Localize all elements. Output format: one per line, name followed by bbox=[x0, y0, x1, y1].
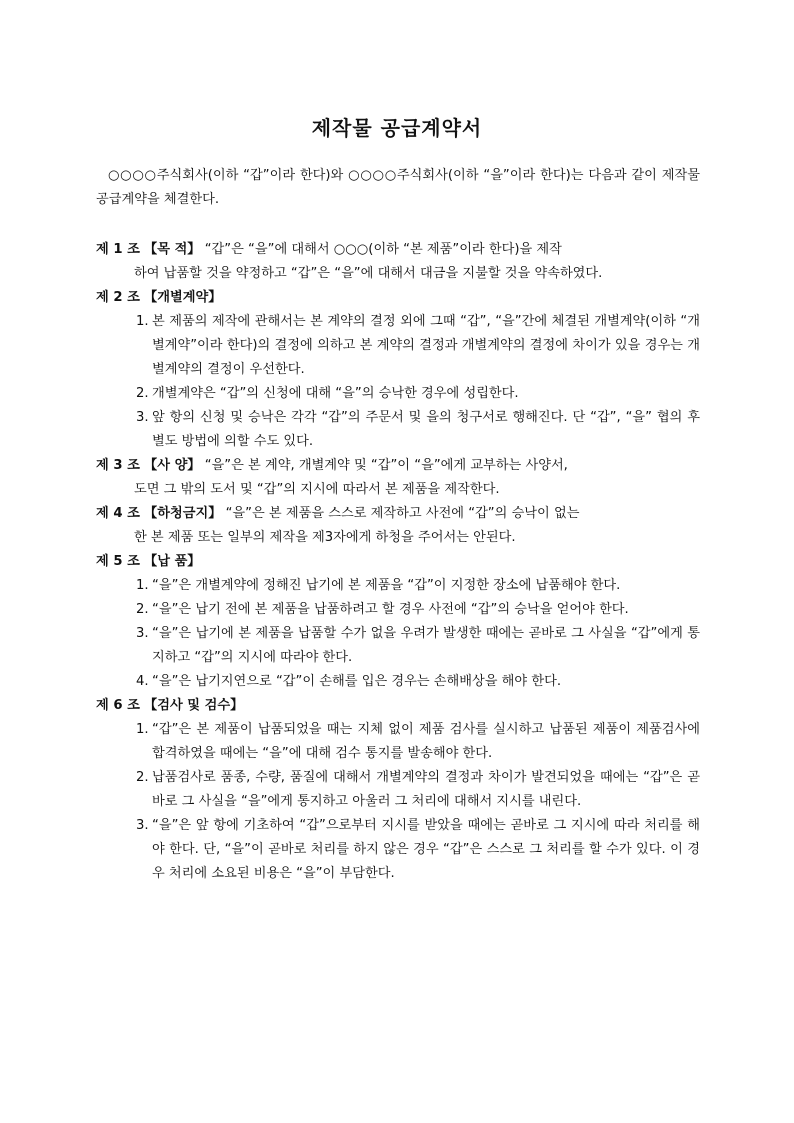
item-text: 본 제품의 제작에 관해서는 본 계약의 결정 외에 그때 “갑”, “을”간에 체결된 개별계약(이하 “개별계약”이라 한다)의 결정에 의하고 본 계약의 결정과 개별계약의 결정에 차이가 있을 경우는 개별계약의 결정이 우선한다. bbox=[152, 314, 700, 377]
article-1 bbox=[96, 238, 700, 286]
article-6-item-3 bbox=[96, 814, 700, 886]
article-5-number: 제 5 조 bbox=[96, 554, 140, 569]
article-3 bbox=[96, 454, 700, 502]
article-3-head-text: “을”은 본 계약, 개별계약 및 “갑”이 “을”에게 교부하는 사양서, bbox=[204, 458, 568, 473]
item-text: “을”은 앞 항에 기초하여 “갑”으로부터 지시를 받았을 때에는 곧바로 그 지시에 따라 처리를 해야 한다. 단, “을”이 곧바로 처리를 하지 않은 경우 “갑”은 스스로 그 처리를 할 수가 있다. 이 경우 처리에 소요된 비용은 “을”이 부담한다. bbox=[152, 818, 700, 881]
article-1-head-text: “갑”은 “을”에 대해서 ○○○(이하 “본 제품”이라 한다)을 제작 bbox=[204, 242, 562, 257]
article-6-number: 제 6 조 bbox=[96, 698, 140, 713]
article-2-item-3 bbox=[96, 406, 700, 454]
article-5-item-2 bbox=[96, 598, 700, 622]
item-number: 2. bbox=[136, 770, 149, 785]
article-4-continuation: 한 본 제품 또는 일부의 제작을 제3자에게 하청을 주어서는 안된다. bbox=[134, 530, 516, 545]
item-number: 3. bbox=[136, 818, 149, 833]
article-1-head bbox=[96, 238, 700, 262]
document-title: 제작물 공급계약서 bbox=[311, 116, 483, 140]
article-2-head bbox=[96, 286, 700, 310]
article-5-item-3 bbox=[96, 622, 700, 670]
item-text: 납품검사로 품종, 수량, 품질에 대해서 개별계약의 결정과 차이가 발견되었을 때에는 “갑”은 곧바로 그 사실을 “을”에게 통지하고 아울러 그 처리에 대해서 지시를 내린다. bbox=[152, 770, 700, 809]
item-text: 개별계약은 “갑”의 신청에 대해 “을”의 승낙한 경우에 성립한다. bbox=[152, 386, 519, 401]
article-2-title: 【개별계약】 bbox=[144, 290, 222, 305]
article-4-head bbox=[96, 502, 700, 526]
article-4 bbox=[96, 502, 700, 550]
item-text: “을”은 개별계약에 정해진 납기에 본 제품을 “갑”이 지정한 장소에 납품해야 한다. bbox=[152, 578, 621, 593]
article-2-item-1 bbox=[96, 310, 700, 382]
article-1-number: 제 1 조 bbox=[96, 242, 140, 257]
item-number: 2. bbox=[136, 602, 149, 617]
item-number: 3. bbox=[136, 626, 149, 641]
item-number: 4. bbox=[136, 674, 149, 689]
contract-body bbox=[96, 238, 700, 886]
article-2 bbox=[96, 286, 700, 454]
article-3-continuation: 도면 그 밖의 도서 및 “갑”의 지시에 따라서 본 제품을 제작한다. bbox=[134, 482, 500, 497]
article-6-head bbox=[96, 694, 700, 718]
article-5-head bbox=[96, 550, 700, 574]
article-2-number: 제 2 조 bbox=[96, 290, 140, 305]
article-6 bbox=[96, 694, 700, 886]
article-2-item-2 bbox=[96, 382, 700, 406]
item-number: 3. bbox=[136, 410, 149, 425]
article-5-item-1 bbox=[96, 574, 700, 598]
item-number: 1. bbox=[136, 722, 149, 737]
article-4-number: 제 4 조 bbox=[96, 506, 140, 521]
item-text: 앞 항의 신청 및 승낙은 각각 “갑”의 주문서 및 을의 청구서로 행해진다. 단 “갑”, “을” 협의 후 별도 방법에 의할 수도 있다. bbox=[152, 410, 700, 449]
article-6-item-1 bbox=[96, 718, 700, 766]
article-6-title: 【검사 및 검수】 bbox=[144, 698, 244, 713]
article-6-item-2 bbox=[96, 766, 700, 814]
item-number: 1. bbox=[136, 578, 149, 593]
article-5 bbox=[96, 550, 700, 694]
intro-paragraph: ○○○○주식회사(이하 “갑”이라 한다)와 ○○○○주식회사(이하 “을”이라 한다)는 다음과 같이 제작물공급계약을 체결한다. bbox=[96, 168, 700, 207]
article-3-title: 【사 양】 bbox=[144, 458, 201, 473]
article-5-item-4 bbox=[96, 670, 700, 694]
item-text: “을”은 납기에 본 제품을 납품할 수가 없을 우려가 발생한 때에는 곧바로 그 사실을 “갑”에게 통지하고 “갑”의 지시에 따라야 한다. bbox=[152, 626, 700, 665]
article-3-head bbox=[96, 454, 700, 478]
article-1-title: 【목 적】 bbox=[144, 242, 201, 257]
article-4-head-text: “을”은 본 제품을 스스로 제작하고 사전에 “갑”의 승낙이 없는 bbox=[225, 506, 580, 521]
article-1-continuation: 하여 납품할 것을 약정하고 “갑”은 “을”에 대해서 대금을 지불할 것을 약속하였다. bbox=[134, 266, 603, 281]
article-3-number: 제 3 조 bbox=[96, 458, 140, 473]
item-number: 2. bbox=[136, 386, 149, 401]
article-5-title: 【납 품】 bbox=[144, 554, 201, 569]
item-text: “을”은 납기 전에 본 제품을 납품하려고 할 경우 사전에 “갑”의 승낙을 얻어야 한다. bbox=[152, 602, 629, 617]
item-number: 1. bbox=[136, 314, 149, 329]
item-text: “갑”은 본 제품이 납품되었을 때는 지체 없이 제품 검사를 실시하고 납품된 제품이 제품검사에 합격하였을 때에는 “을”에 대해 검수 통지를 발송해야 한다. bbox=[152, 722, 700, 761]
item-text: “을”은 납기지연으로 “갑”이 손해를 입은 경우는 손해배상을 해야 한다. bbox=[152, 674, 562, 689]
article-4-title: 【하청금지】 bbox=[144, 506, 222, 521]
